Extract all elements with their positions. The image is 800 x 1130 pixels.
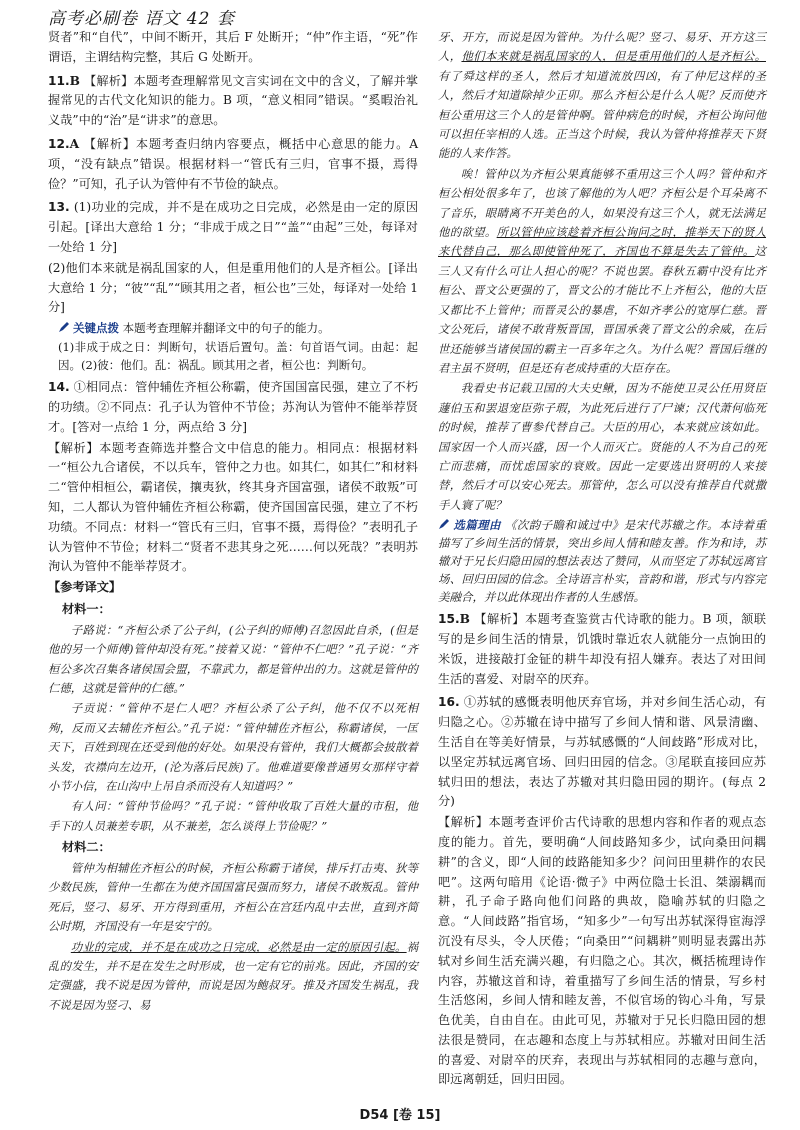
analysis-text: 【解析】本题考查鉴赏古代诗歌的能力。B 项，颔联写的是乡间生活的情景，饥饿时靠近农人就能分一点饷田的米饭，进接敲打金钲的耕牛却没有招人嫌弃。表达了对田间生活的喜爱、对尉卒的厌弃。: [438, 612, 766, 686]
material-2-heading: 材料二：: [62, 840, 111, 855]
translation-text: 唉！管仲以为齐桓公果真能够不重用这三个人吗？管仲和齐桓公相处很多年了，也该了解他的为人吧？齐桓公是个耳朵离不了音乐，眼睛离不开美色的人，如果没有这三个人，就无法满足他的欲望。: [438, 166, 766, 240]
question-13: [48, 198, 418, 257]
analysis-text: 【解析】本题考查理解常见文言实词在文中的含义，了解并掌握常见的古代文化知识的能力。B 项，“意义相同”错误。“奚暇治礼义哉”中的“治”是“讲求”的意思。: [48, 73, 419, 128]
translation-paragraph: 子路说：“齐桓公杀了公子纠，(公子纠的师傅)召忽因此自杀，(但是他的另一个师傅)管仲却没有死。”接着又说：“管仲不仁吧？”孔子说：“齐桓公多次召集各诸侯国会盟，不靠武力，都是管仲出的力。这就是管仲的仁德，这就是管仲的仁德。”: [48, 622, 418, 695]
key-tip-text-1: 本题考查理解并翻译文中的句子的能力。: [122, 321, 330, 336]
key-tip-label: 关键点拨: [73, 321, 119, 336]
selection-reason-text: 《次韵子瞻和诚过中》是宋代苏辙之作。本诗着重描写了乡间生活的情景，突出乡间人情和睦友善。作为和诗，苏辙对于兄长归隐田园的想法表达了赞同，从而坚定了苏轼远离官场、回归田园的信念。全诗语言朴实，音韵和谐，形式与内容完美融合，并以此体现出作者的人生感悟。: [438, 518, 767, 605]
analysis-text: 【解析】本题考查评价古代诗歌的思想内容和作者的观点态度的能力。首先，要明确“人间歧路知多少，试向桑田问耦耕”的含义，即“人间的歧路能知多少？问问田里耕作的农民吧”。这两句暗用《论语·微子》中两位隐士长沮、桀溺耦而耕，孔子命子路向他们问路的典故，隐喻苏轼的归隐之意。“人间歧路”指官场，“知多少”一句写出苏轼深得宦海浮沉没有尽头，令人厌倦；“向桑田”“问耦耕”则明显表露出苏轼对乡间生活充满兴趣，有归隐之心。其次，概括梳理诗作内容，苏辙这首和诗，着重描写了乡间生活的情景，写乡村生活悠闲，乡间人情和睦友善，不似官场的钩心斗角，写景色优美，自由自在。由此可见，苏辙对于兄长归隐田园的想法很是赞同，在志趣和态度上与苏轼相应。苏辙对田间生活的喜爱、对尉卒的厌弃，表现出与苏轼相同的志趣与意向，即远离朝廷，回归田园。: [438, 815, 766, 1087]
question-14: [48, 378, 418, 437]
question-16: [438, 693, 766, 812]
translation-text: 祸乱的发生，并不是在发生之时形成，也一定有它的前兆。因此，齐国的安定强盛，我不说是因为管仲，而说是因为鲍叔牙。推及齐国发生祸乱，我不说是因为竖刁、易: [48, 939, 418, 1012]
answer-part-1: (1)功业的完成，并不是在成功之日完成，必然是由一定的原因引起。[译出大意给 1 分；“非成于成之日”“盖”“由起”三处，每译对一处给 1 分]: [48, 200, 419, 254]
translation-text: 这三人又有什么可让人担心的呢？不说也罢。春秋五霸中没有比齐桓公、晋文公更强的了，晋文公的才能比不上齐桓公，他的大臣又都比不上管仲；而晋灵公的暴虐，不如齐孝公的宽厚仁慈。晋文公死后，诸侯不敢背叛晋国，晋国承袭了晋文公的余威，在后世还能够当诸侯国的霸主一百多年之久。为什么呢？晋国后继的君主虽不贤明，但是还有老成持重的大臣存在。: [438, 244, 766, 375]
question-number: 14.: [48, 380, 70, 395]
answer-continuation: 贤者”和“自代”，中间不断开，其后 F 处断开；“仲”作主语，“死”作谓语，主谓结构完整，其后 G 处断开。: [48, 30, 418, 64]
question-number: 11.: [48, 73, 70, 88]
translation-paragraph: 有人问：“管仲节俭吗？”孔子说：“管仲收取了百姓大量的市租，他手下的人员兼差专职，从不兼差，怎么谈得上节俭呢？”: [48, 799, 418, 833]
question-number: 12.: [48, 136, 70, 151]
analysis-text: 【解析】本题考查归纳内容要点，概括中心意思的能力。A 项，“没有缺点”错误。根据材料一“管氏有三归，官事不摄，焉得俭？”可知，孔子认为管仲有不节俭的缺点。: [48, 136, 419, 191]
reference-translation-heading: 【参考译文】: [48, 580, 122, 595]
key-tip-text-2: (1)非成于成之日：判断句，状语后置句。盖：句首语气词。由起：起因。(2)彼：他们。乱：祸乱。顾其用之者，桓公也：判断句。: [58, 340, 418, 373]
right-column: [438, 28, 766, 1091]
key-tip: [48, 319, 418, 337]
material-1-heading: 材料一：: [62, 601, 111, 616]
underlined-sentence: 所以管仲应该趁着齐桓公询问之时，推举天下的贤人来代替自己，那么即使管仲死了，齐国也不算是失去了管仲。: [438, 225, 766, 259]
question-number: 15.: [438, 612, 460, 627]
translation-paragraph: 子贡说：“管仲不是仁人吧？齐桓公杀了公子纠，他不仅不以死相殉，反而又去辅佐齐桓公。”孔子说：“管仲辅佐齐桓公，称霸诸侯，一匡天下，百姓到现在还受到他的好处。如果没有管仲，我们大概都会披散着头发，衣襟向左边开，(沦为落后民族)了。他难道要像普通男女那样守着小节小信，在山沟中上吊自杀而没有人知道吗？”: [48, 701, 418, 793]
answer-part-2: (2)他们本来就是祸乱国家的人，但是重用他们的人是齐桓公。[译出大意给 1 分；“彼”“乱”“顾其用之者，桓公也”三处，每译对一处给 1 分]: [48, 260, 418, 315]
selection-reason-label: 选篇理由: [453, 518, 501, 533]
answer-text: ①苏轼的感慨表明他厌弃官场，并对乡间生活心动，有归隐之心。②苏辙在诗中描写了乡间人情和谐、风景清幽、生活自在等美好情景，与苏轼感慨的“人间歧路”形成对比，以坚定苏轼远离官场、回归田园的信念。③尾联直接回应苏轼归田的想法，表达了苏辙对其归隐田园的期许。(每点 2 分): [438, 695, 767, 809]
question-number: 13.: [48, 200, 70, 215]
translation-paragraph: [438, 165, 766, 378]
translation-paragraph: 我看史书记载卫国的大夫史鳅，因为不能使卫灵公任用贤臣蘧伯玉和罢退宠臣弥子瑕，为此死后进行了尸谏；汉代萧何临死的时候，推荐了曹参代替自己。大臣的用心，本来就应该如此。国家因一个人而兴盛，因一个人而灭亡。贤能的人不为自己的死亡而悲痛，而忧虑国家的衰败。因此一定要选出贤明的人来接替，然后才可以安心死去。那管仲，怎么可以没有推荐自代就撒手人寰了呢？: [438, 381, 766, 512]
translation-paragraph: 管仲为相辅佐齐桓公的时候，齐桓公称霸于诸侯，排斥打击夷、狄等少数民族，管仲一生都在为使齐国国富民强而努力，诸侯不敢叛乱。管仲死后，竖刁、易牙、开方得到重用，齐桓公在宫廷内乱中去世，直到齐简公时期，齐国没有一年是安宁的。: [48, 860, 418, 934]
page-header: 高考必刷卷 语文 42 套: [48, 9, 235, 29]
translation-paragraph: [438, 28, 766, 164]
translation-paragraph: [48, 938, 418, 1016]
question-15: [438, 610, 766, 689]
selection-reason: [438, 516, 766, 606]
answer-letter: A: [69, 136, 80, 151]
analysis-text: 【解析】本题考查筛选并整合文中信息的能力。相同点：根据材料一“桓公九合诸侯，不以兵车，管仲之力也。如其仁，如其仁”和材料二“管仲相桓公，霸诸侯，攘夷狄，终其身齐国富强，诸侯不敢叛”可知，二人都认为管仲辅佐齐桓公称霸，使齐国国富民强，建立了不朽功绩。不同点：材料一“管氏有三归，官事不摄，焉得俭？”表明孔子认为管仲不节俭；材料二“贤者不悲其身之死……何以死哉？”表明苏洵认为管仲不能举荐贤才。: [48, 440, 418, 574]
translation-text: 有了舜这样的圣人，然后才知道流放四凶，有了仲尼这样的圣人，然后才知道除掉少正卯。那么齐桓公是什么人呢？反而使齐桓公重用这三个人的是管仲啊。管仲病危的时候，齐桓公询问他可以担任宰相的人选。正当这个时候，我认为管仲将推荐天下贤能的人来作答。: [438, 68, 766, 161]
question-number: 16.: [438, 695, 460, 710]
left-column: [48, 28, 418, 1016]
page-number: D54 [卷 15]: [359, 1108, 441, 1123]
answer-letter: B: [459, 612, 470, 627]
question-11: [48, 72, 418, 131]
underlined-sentence: 功业的完成，并不是在成功之日完成，必然是由一定的原因引起。: [70, 939, 407, 954]
answer-letter: B: [69, 73, 80, 88]
question-12: [48, 135, 418, 194]
answer-text: ①相同点：管仲辅佐齐桓公称霸，使齐国国富民强，建立了不朽的功绩。②不同点：孔子认为管仲不节俭；苏洵认为管仲不能举荐贤才。[答对一点给 1 分，两点给 3 分]: [48, 380, 419, 434]
underlined-sentence: 他们本来就是祸乱国家的人，但是重用他们的人是齐桓公。: [461, 49, 766, 64]
translation-text: 牙、开方，而说是因为管仲。为什么呢？竖刁、易牙、开方这三人，: [438, 30, 766, 64]
pen-icon: [438, 518, 450, 530]
pen-icon: [58, 321, 70, 333]
